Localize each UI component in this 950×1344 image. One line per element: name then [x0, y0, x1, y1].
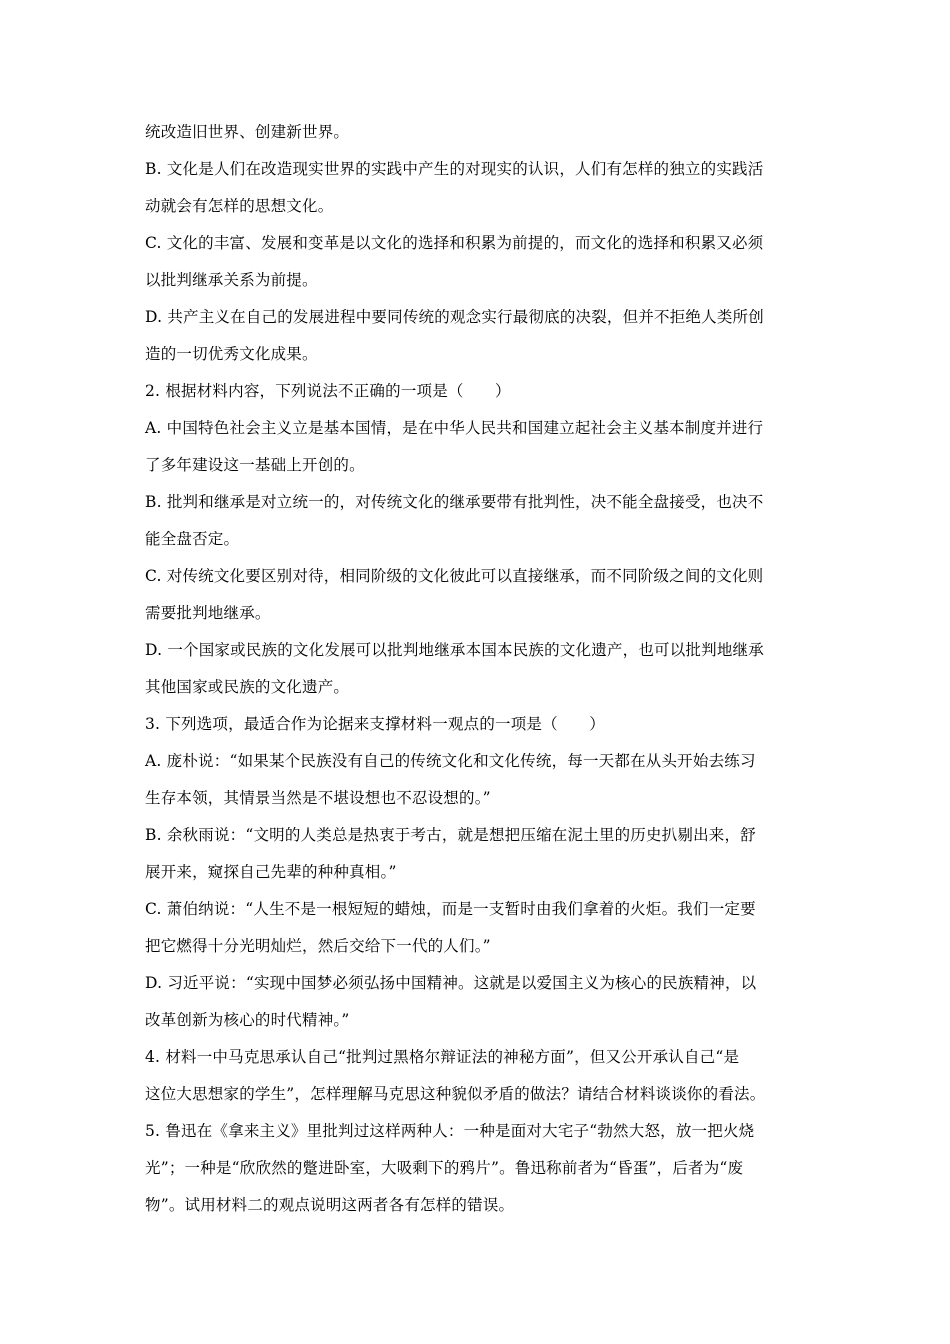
q3-option-b-line-2: 展开来，窥探自己先辈的种种真相。” — [145, 863, 397, 881]
question-2: 2. 根据材料内容，下列说法不正确的一项是（ ） — [145, 382, 511, 400]
q2-option-d-line-2: 其他国家或民族的文化遗产。 — [145, 678, 350, 696]
q2-option-a-line-1: A. 中国特色社会主义立是基本国情，是在中华人民共和国建立起社会主义基本制度并进行 — [145, 419, 764, 437]
q2-option-c-line-1: C. 对传统文化要区别对待，相同阶级的文化彼此可以直接继承，而不同阶级之间的文化则 — [145, 567, 764, 585]
option-b-line-1: B. 文化是人们在改造现实世界的实践中产生的对现实的认识，人们有怎样的独立的实践活 — [145, 160, 764, 178]
q3-option-a-line-2: 生存本领，其情景当然是不堪设想也不忍设想的。” — [145, 789, 491, 807]
option-c-line-1: C. 文化的丰富、发展和变革是以文化的选择和积累为前提的，而文化的选择和积累又必须 — [145, 234, 764, 252]
option-d-line-2: 造的一切优秀文化成果。 — [145, 345, 318, 363]
question-3: 3. 下列选项，最适合作为论据来支撑材料一观点的一项是（ ） — [145, 715, 605, 733]
question-5-line-2: 光”；一种是“欣欣然的蹩进卧室，大吸剩下的鸦片”。鲁迅称前者为“昏蛋”，后者为“废 — [145, 1159, 744, 1177]
q2-option-b-line-2: 能全盘否定。 — [145, 530, 240, 548]
q3-option-d-line-2: 改革创新为核心的时代精神。” — [145, 1011, 350, 1029]
text-line: 统改造旧世界、创建新世界。 — [145, 123, 350, 141]
q3-option-a-line-1: A. 庞朴说：“如果某个民族没有自己的传统文化和文化传统，每一天都在从头开始去练习 — [145, 752, 756, 770]
q3-option-d-line-1: D. 习近平说：“实现中国梦必须弘扬中国精神。这就是以爱国主义为核心的民族精神，以 — [145, 974, 757, 992]
q3-option-b-line-1: B. 余秋雨说：“文明的人类总是热衷于考古，就是想把压缩在泥土里的历史扒剔出来，舒 — [145, 826, 756, 844]
question-5-line-3: 物”。试用材料二的观点说明这两者各有怎样的错误。 — [145, 1196, 515, 1214]
q2-option-d-line-1: D. 一个国家或民族的文化发展可以批判地继承本国本民族的文化遗产，也可以批判地继承 — [145, 641, 764, 659]
q3-option-c-line-1: C. 萧伯纳说：“人生不是一根短短的蜡烛，而是一支暂时由我们拿着的火炬。我们一定要 — [145, 900, 756, 918]
question-4-line-2: 这位大思想家的学生”，怎样理解马克思这种貌似矛盾的做法？请结合材料谈谈你的看法。 — [145, 1085, 766, 1103]
question-5-line-1: 5. 鲁迅在《拿来主义》里批判过这样两种人：一种是面对大宅子“勃然大怒，放一把火烧 — [145, 1122, 755, 1140]
q2-option-b-line-1: B. 批判和继承是对立统一的，对传统文化的继承要带有批判性，决不能全盘接受，也决不 — [145, 493, 764, 511]
option-d-line-1: D. 共产主义在自己的发展进程中要同传统的观念实行最彻底的决裂，但并不拒绝人类所创 — [145, 308, 764, 326]
option-b-line-2: 动就会有怎样的思想文化。 — [145, 197, 334, 215]
document-body — [145, 114, 810, 1224]
option-c-line-2: 以批判继承关系为前提。 — [145, 271, 318, 289]
q3-option-c-line-2: 把它燃得十分光明灿烂，然后交给下一代的人们。” — [145, 937, 491, 955]
q2-option-a-line-2: 了多年建设这一基础上开创的。 — [145, 456, 365, 474]
question-4-line-1: 4. 材料一中马克思承认自己“批判过黑格尔辩证法的神秘方面”，但又公开承认自己“是 — [145, 1048, 740, 1066]
q2-option-c-line-2: 需要批判地继承。 — [145, 604, 271, 622]
